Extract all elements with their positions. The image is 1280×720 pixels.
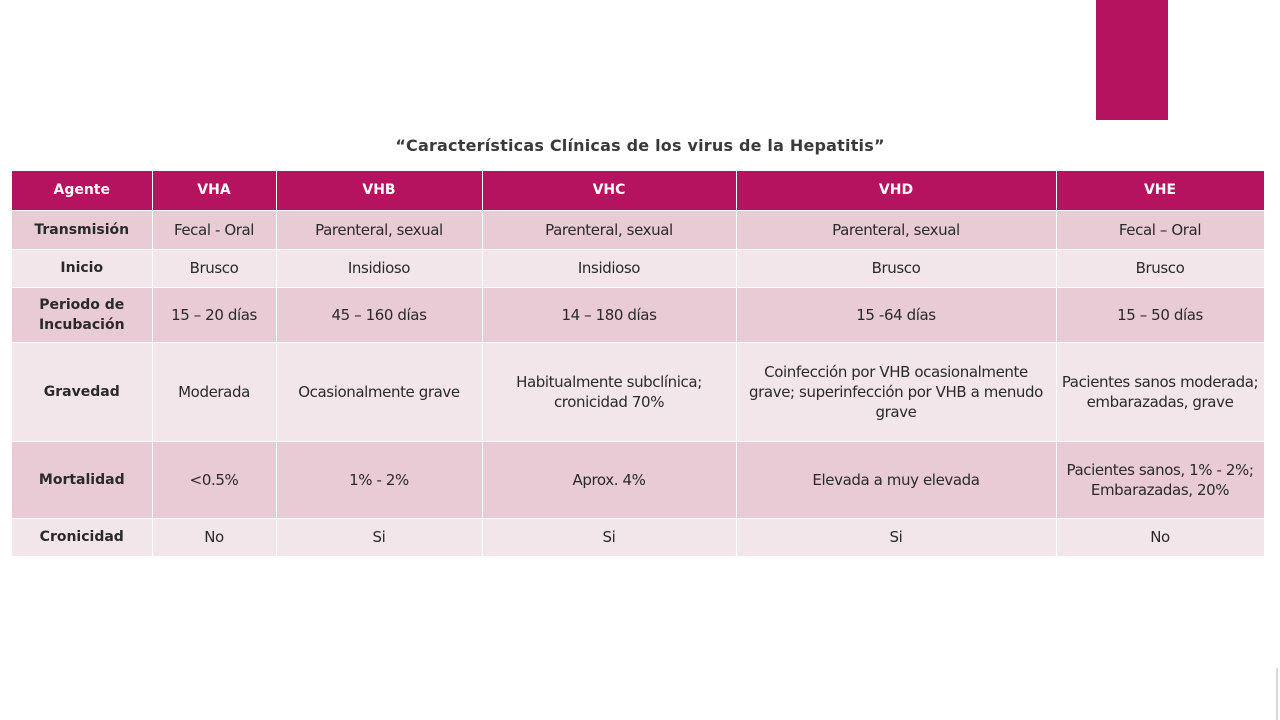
- table-cell: Si: [736, 518, 1056, 556]
- table-cell: 15 -64 días: [736, 287, 1056, 342]
- table-cell: No: [1056, 518, 1264, 556]
- edge-divider: [1276, 668, 1278, 720]
- table-cell: No: [152, 518, 276, 556]
- table-row-mortalidad: [12, 441, 1264, 518]
- row-label: Gravedad: [12, 342, 152, 441]
- table-cell: Parenteral, sexual: [482, 210, 736, 249]
- row-label: Inicio: [12, 249, 152, 287]
- table-cell: 45 – 160 días: [276, 287, 482, 342]
- table-cell: Si: [276, 518, 482, 556]
- slide-title: “Características Clínicas de los virus de la Hepatitis”: [395, 136, 885, 155]
- table-cell: <0.5%: [152, 441, 276, 518]
- table-row-cronicidad: [12, 518, 1264, 556]
- table-cell: Brusco: [152, 249, 276, 287]
- table-row-inicio: [12, 249, 1264, 287]
- table-cell: Pacientes sanos, 1% - 2%; Embarazadas, 20%: [1056, 441, 1264, 518]
- table-cell: Fecal - Oral: [152, 210, 276, 249]
- header-vhb: VHB: [276, 171, 482, 210]
- header-vha: VHA: [152, 171, 276, 210]
- accent-bar: [1096, 0, 1168, 120]
- table-cell: Parenteral, sexual: [276, 210, 482, 249]
- table-cell: Fecal – Oral: [1056, 210, 1264, 249]
- table-cell: Brusco: [736, 249, 1056, 287]
- table-cell: Coinfección por VHB ocasionalmente grave; superinfección por VHB a menudo grave: [736, 342, 1056, 441]
- table-cell: Aprox. 4%: [482, 441, 736, 518]
- row-label: Transmisión: [12, 210, 152, 249]
- table-cell: Pacientes sanos moderada; embarazadas, grave: [1056, 342, 1264, 441]
- table-cell: Si: [482, 518, 736, 556]
- header-row: [12, 171, 1264, 210]
- table-cell: Insidioso: [276, 249, 482, 287]
- table-row-gravedad: [12, 342, 1264, 441]
- header-agente: Agente: [12, 171, 152, 210]
- table-cell: Insidioso: [482, 249, 736, 287]
- table-cell: Ocasionalmente grave: [276, 342, 482, 441]
- table-row-periodo: [12, 287, 1264, 342]
- header-vhe: VHE: [1056, 171, 1264, 210]
- row-label: Cronicidad: [12, 518, 152, 556]
- table-cell: 1% - 2%: [276, 441, 482, 518]
- header-vhd: VHD: [736, 171, 1056, 210]
- table-cell: Parenteral, sexual: [736, 210, 1056, 249]
- table-cell: Habitualmente subclínica; cronicidad 70%: [482, 342, 736, 441]
- table-cell: Brusco: [1056, 249, 1264, 287]
- table-cell: 15 – 20 días: [152, 287, 276, 342]
- table-cell: 14 – 180 días: [482, 287, 736, 342]
- table-cell: 15 – 50 días: [1056, 287, 1264, 342]
- table-cell: Elevada a muy elevada: [736, 441, 1056, 518]
- row-label: Mortalidad: [12, 441, 152, 518]
- table-cell: Moderada: [152, 342, 276, 441]
- row-label: Periodo de Incubación: [12, 287, 152, 342]
- header-vhc: VHC: [482, 171, 736, 210]
- hepatitis-table: [12, 171, 1265, 557]
- table-row-transmision: [12, 210, 1264, 249]
